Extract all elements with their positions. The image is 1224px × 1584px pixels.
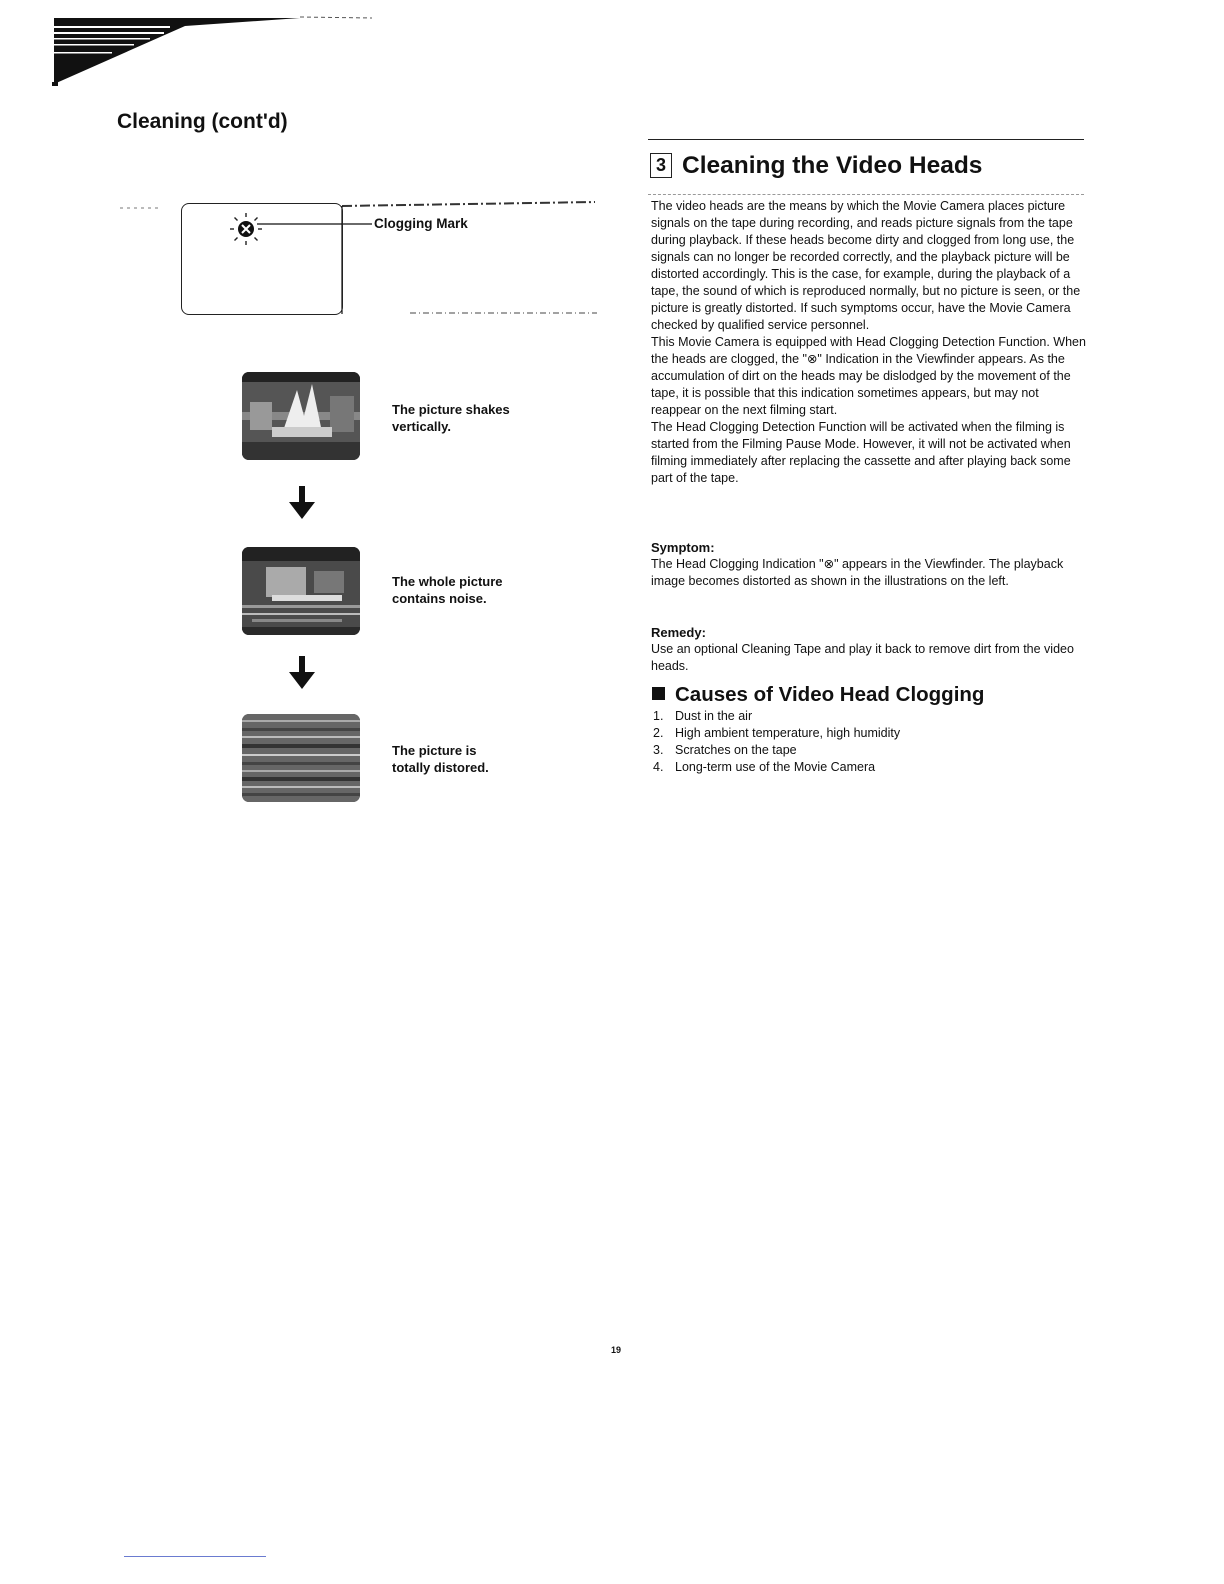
thumbnail-picture-noise xyxy=(242,547,360,635)
caption-step-3 xyxy=(392,742,489,776)
list-item xyxy=(653,742,900,759)
page-number: 19 xyxy=(611,1345,622,1355)
down-arrow-icon xyxy=(287,656,317,690)
article-body xyxy=(651,198,1087,487)
top-rule xyxy=(648,139,1084,140)
caption-step-2 xyxy=(392,573,503,607)
list-item xyxy=(653,759,900,776)
list-item-text: Dust in the air xyxy=(675,709,753,723)
section-title: Cleaning (cont'd) xyxy=(117,110,288,133)
causes-list xyxy=(653,708,900,776)
heading-divider xyxy=(648,194,1084,195)
caption-step-2-line2: contains noise. xyxy=(392,591,487,606)
caption-step-3-line2: totally distored. xyxy=(392,760,489,775)
caption-step-2-line1: The whole picture xyxy=(392,574,503,589)
header-banner-graphic xyxy=(0,0,420,100)
article-number-box: 3 xyxy=(650,153,672,178)
viewfinder-screen xyxy=(181,203,343,315)
list-item-number: 3. xyxy=(653,743,664,757)
causes-title: Causes of Video Head Clogging xyxy=(675,683,985,706)
down-arrow-icon xyxy=(287,486,317,520)
list-item-text: Scratches on the tape xyxy=(675,743,797,757)
thumbnail-picture-distorted xyxy=(242,714,360,802)
article-heading xyxy=(650,152,982,180)
list-item xyxy=(653,725,900,742)
list-item-number: 4. xyxy=(653,760,664,774)
list-item-number: 2. xyxy=(653,726,664,740)
symptom-block xyxy=(651,539,1087,590)
remedy-text: Use an optional Cleaning Tape and play it back to remove dirt from the video heads. xyxy=(651,642,1074,673)
caption-step-3-line1: The picture is xyxy=(392,743,477,758)
caption-step-1-line1: The picture shakes xyxy=(392,402,510,417)
caption-step-1-line2: vertically. xyxy=(392,419,452,434)
list-item xyxy=(653,708,900,725)
article-paragraph: The video heads are the means by which the Movie Camera places picture signals on the tape during recording, and reads picture signals from the tape during playback. If these heads become dirty and clogged from long use, the signals can no longer be recorded correctly, and the playback picture will be distorted accordingly. This is the case, for example, during the playback of a tape, the sound of which is reproduced normally, but no picture is seen, or the picture is greatly distorted. If such symptoms occur, have the Movie Camera checked by qualified service personnel. xyxy=(651,199,1081,332)
causes-heading xyxy=(652,683,984,707)
clogging-mark-label: Clogging Mark xyxy=(374,216,468,231)
symptom-text: The Head Clogging Indication "⊗" appears in the Viewfinder. The playback image becomes distorted as shown in the illustrations on the left. xyxy=(651,557,1064,588)
article-paragraph: The Head Clogging Detection Function will be activated when the filming is started from the Filming Pause Mode. However, it will not be activated when filming immediately after replacing the cassette and after playing back some part of the tape. xyxy=(651,420,1071,485)
list-item-number: 1. xyxy=(653,709,664,723)
bottom-link-underline[interactable] xyxy=(124,1556,266,1557)
symptom-heading: Symptom: xyxy=(651,540,715,555)
list-item-text: Long-term use of the Movie Camera xyxy=(675,760,876,774)
remedy-heading: Remedy: xyxy=(651,625,706,640)
article-title: Cleaning the Video Heads xyxy=(682,152,983,179)
remedy-block xyxy=(651,624,1087,675)
thumbnail-picture-shakes xyxy=(242,372,360,460)
square-bullet-icon xyxy=(652,687,665,700)
caption-step-1 xyxy=(392,401,510,435)
article-paragraph: This Movie Camera is equipped with Head Clogging Detection Function. When the heads are clogged, the "⊗" Indication in the Viewfinder appears. As the accumulation of dirt on the heads may be dislodged by the movement of the tape, it is possible that this indication sometimes appears, but may not reappear on the next filming start. xyxy=(651,335,1086,417)
clogging-mark-icon xyxy=(229,212,263,246)
list-item-text: High ambient temperature, high humidity xyxy=(675,726,901,740)
